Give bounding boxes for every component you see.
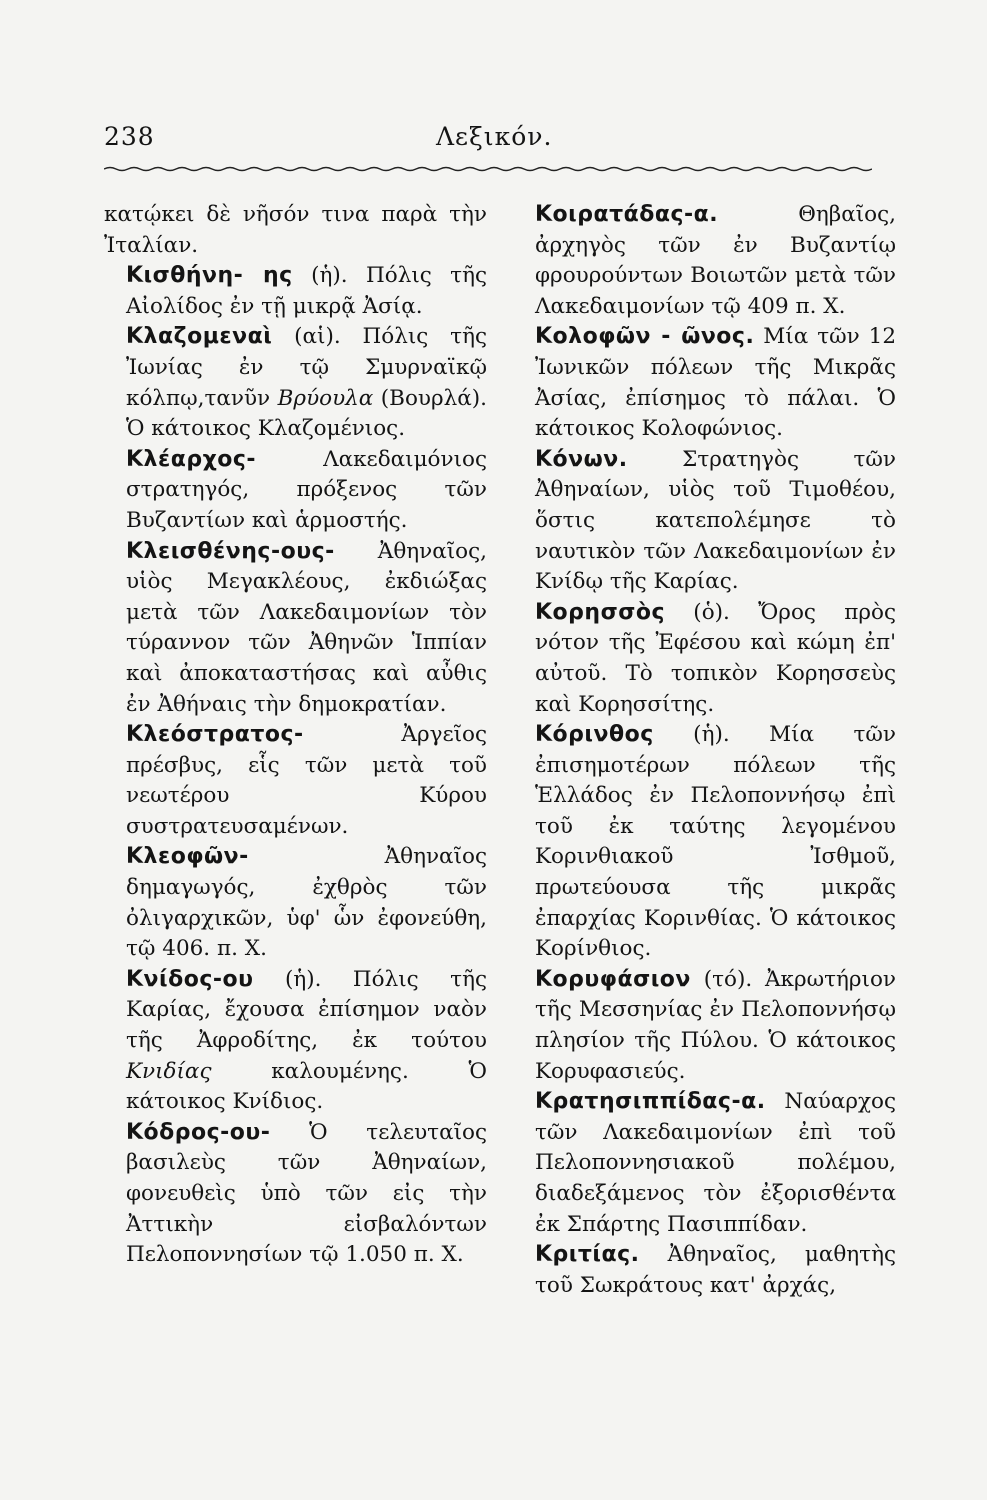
entry-kleophon: Κλεοφῶν- Ἀθηναῖος δημαγωγός, ἐχθρὸς τῶν ὀλιγαρχικῶν, ὑφ' ὧν ἐφονεύθη, τῷ 406. π. Χ. (126, 844, 487, 962)
entry-kritias: Κριτίας. Ἀθηναῖος, μαθητὴς τοῦ Σωκράτους κατ' ἀρχάς, (535, 1242, 896, 1298)
headword: Κλεοφῶν- (126, 844, 249, 870)
left-column (104, 200, 487, 1271)
entry-korinthos: Κόρινθος (ἡ). Μία τῶν ἐπισημοτέρων πόλεων τῆς Ἑλλάδος ἐν Πελοποννήσῳ ἐπὶ τοῦ ἐκ ταύτης λεγομένου Κορινθιακοῦ Ἰσθμοῦ, πρωτεύουσα τῆς μικρᾶς ἐπαρχίας Κορινθίας. Ὁ κάτοικος Κορίνθιος. (535, 722, 896, 962)
headword: Κοιρατάδας-α. (535, 202, 719, 227)
entry-koiratadas: Κοιρατάδας-α. Θηβαῖος, ἀρχηγὸς τῶν ἐν Βυζαντίῳ φρουρούντων Βοιωτῶν μετὰ τῶν Λακεδαιμονίων τῷ 409 π. Χ. (535, 202, 896, 319)
entry-konon: Κόνων. Στρατηγὸς τῶν Ἀθηναίων, υἱὸς τοῦ Τιμοθέου, ὅστις κατεπολέμησε τὸ ναυτικὸν τῶν Λακεδαιμονίων ἐν Κνίδῳ τῆς Καρίας. (535, 446, 896, 595)
headword: Κόνων. (535, 446, 628, 472)
entry-klazomenai: Κλαζομεναὶ (αἱ). Πόλις τῆς Ἰωνίας ἐν τῷ Σμυρναϊκῷ κόλπῳ,τανῦν Βρύουλα (Βουρλά). Ὁ κάτοικος Κλαζομένιος. (126, 324, 487, 442)
continuation-paragraph: κατῴκει δὲ νῆσόν τινα παρὰ τὴν Ἰταλίαν. (104, 202, 487, 258)
page-header (104, 118, 884, 158)
headword: Κρατησιππίδας-α. (535, 1089, 766, 1115)
entry-kisthene: Κισθήνη- ης (ἡ). Πόλις τῆς Αἰολίδος ἐν τῇ μικρᾷ Ἀσίᾳ. (126, 263, 488, 319)
right-column (513, 200, 896, 1301)
header-rule (104, 164, 872, 174)
headword: Κριτίας. (535, 1242, 640, 1268)
headword: Κισθήνη- ης (126, 263, 293, 289)
entry-kratesippidas: Κρατησιππίδας-α. Ναύαρχος τῶν Λακεδαιμονίων ἐπὶ τοῦ Πελοποννησιακοῦ πολέμου, διαδεξάμενος τὸν ἐξορισθέντα ἐκ Σπάρτης Πασιππίδαν. (535, 1089, 896, 1237)
entry-kleostratos: Κλεόστρατος- Ἀργεῖος πρέσβυς, εἷς τῶν μετὰ τοῦ νεωτέρου Κύρου συστρατευσαμένων. (126, 722, 487, 839)
headword: Κλεισθένης-ους- (126, 538, 335, 564)
entry-klearchos: Κλέαρχος- Λακεδαιμόνιος στρατηγός, πρόξενος τῶν Βυζαντίων καὶ ἁρμοστής. (126, 446, 487, 533)
entry-knidos: Κνίδος-ου (ἡ). Πόλις τῆς Καρίας, ἔχουσα ἐπίσημον ναὸν τῆς Ἀφροδίτης, ἐκ τούτου Κνιδίας καλουμένης. Ὁ κάτοικος Κνίδιος. (126, 966, 487, 1115)
running-title: Λεξικόν. (436, 122, 553, 151)
headword: Κορησσὸς (535, 599, 665, 625)
headword: Κλέαρχος- (126, 446, 257, 472)
entry-kodros: Κόδρος-ου- Ὁ τελευταῖος βασιλεὺς τῶν Ἀθηναίων, φονευθεὶς ὑπὸ τῶν εἰς τὴν Ἀττικὴν εἰσβαλόντων Πελοποννησίων τῷ 1.050 π. Χ. (126, 1119, 487, 1268)
headword: Κόρινθος (535, 722, 654, 748)
headword: Κλεόστρατος- (126, 722, 304, 748)
headword: Κόδρος-ου- (126, 1119, 271, 1145)
headword: Κνίδος-ου (126, 966, 254, 992)
headword: Κολοφῶν - ῶνος. (535, 324, 755, 350)
page-number: 238 (104, 122, 155, 151)
headword: Κορυφάσιον (535, 966, 691, 992)
entry-kolophon: Κολοφῶν - ῶνος. Μία τῶν 12 Ἰωνικῶν πόλεων τῆς Μικρᾶς Ἀσίας, ἐπίσημος τὸ πάλαι. Ὁ κάτοικος Κολοφώνιος. (535, 324, 896, 442)
entry-kleisthenes: Κλεισθένης-ους- Ἀθηναῖος, υἱὸς Μεγακλέους, ἐκδιώξας μετὰ τῶν Λακεδαιμονίων τὸν τύραννον τῶν Ἀθηνῶν Ἱππίαν καὶ ἀποκαταστήσας καὶ αὖθις ἐν Ἀθήναις τὴν δημοκρατίαν. (126, 538, 487, 717)
headword: Κλαζομεναὶ (126, 324, 273, 350)
entry-koressos: Κορησσὸς (ὁ). Ὄρος πρὸς νότον τῆς Ἐφέσου καὶ κώμη ἐπ' αὐτοῦ. Τὸ τοπικὸν Κορησσεὺς καὶ Κορησσίτης. (535, 599, 896, 717)
entry-koryphasion: Κορυφάσιον (τό). Ἀκρωτήριον τῆς Μεσσηνίας ἐν Πελοποννήσῳ πλησίον τῆς Πύλου. Ὁ κάτοικος Κορυφασιεύς. (535, 966, 896, 1084)
